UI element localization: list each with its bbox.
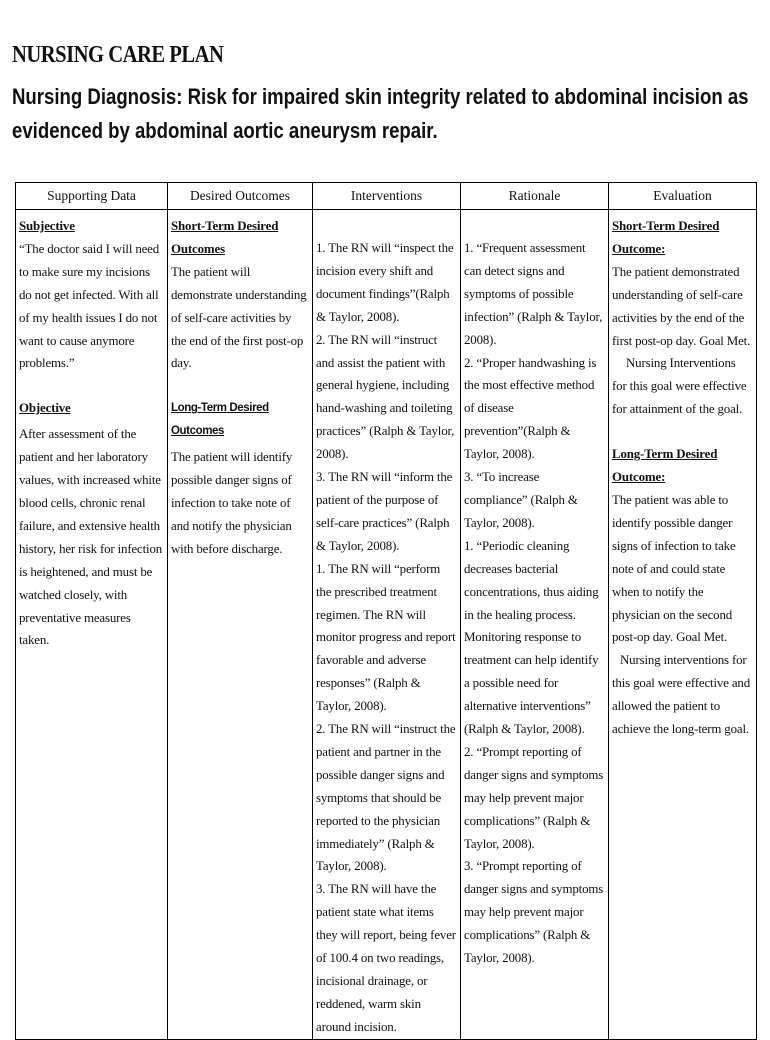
rationale-item: 2. “Prompt reporting of danger signs and symptoms may help prevent major complications” (Ralph & Taylor, 2008).	[464, 744, 604, 851]
objective-heading: Objective	[19, 401, 71, 416]
evaluation-short-term-text: The patient demonstrated understanding of self-care activities by the end of the first post-op day. Goal Met.	[612, 264, 751, 348]
column-header-interventions: Interventions	[313, 183, 461, 210]
column-header-rationale: Rationale	[461, 183, 609, 210]
intervention-item: 1. The RN will “inspect the incision every shift and document findings”(Ralph & Taylor, 2008).	[316, 241, 454, 324]
short-term-outcomes-text: The patient will demonstrate understanding of self-care activities by the end of the first post-op day.	[171, 264, 307, 371]
rationale-item: 1. “Periodic cleaning decreases bacterial concentrations, thus aiding in the healing process. Monitoring response to treatment can help identify a possible need for alternative interventions” (Ralph & Taylor, 2008).	[464, 538, 599, 737]
short-term-outcomes-heading: Short-Term Desired Outcomes	[171, 219, 279, 256]
intervention-item: 2. The RN will “instruct the patient and partner in the possible danger signs and symptoms that should be reported to the physician immediately” (Ralph & Taylor, 2008).	[316, 722, 456, 874]
evaluation-short-term-heading: Short-Term Desired Outcome:	[612, 219, 720, 256]
column-header-supporting-data: Supporting Data	[16, 183, 168, 210]
intervention-item: 1. The RN will “perform the prescribed treatment regimen. The RN will monitor progress and report favorable and adverse responses” (Ralph & Taylor, 2008).	[316, 561, 456, 714]
supporting-data-cell	[16, 210, 168, 1040]
long-term-outcomes-text: The patient will identify possible danger signs of infection to take note of and notify the physician with before discharge.	[171, 450, 293, 556]
care-plan-table	[15, 182, 757, 1040]
evaluation-short-term-effect: Nursing Interventions for this goal were effective for attainment of the goal.	[612, 356, 747, 417]
evaluation-long-term-heading: Long-Term Desired Outcome:	[612, 447, 718, 485]
nursing-diagnosis: Nursing Diagnosis: Risk for impaired skin integrity related to abdominal incision as evidenced by abdominal aortic aneurysm repair.	[12, 84, 749, 143]
subjective-heading: Subjective	[19, 219, 75, 233]
rationale-item: 1. “Frequent assessment can detect signs and symptoms of possible infection” (Ralph & Taylor, 2008).	[464, 241, 603, 347]
desired-outcomes-cell	[168, 210, 313, 1040]
evaluation-cell	[609, 210, 757, 1040]
interventions-cell	[313, 210, 461, 1040]
rationale-item: 3. “Prompt reporting of danger signs and symptoms may help prevent major complications” (Ralph & Taylor, 2008).	[464, 859, 604, 966]
intervention-item: 2. The RN will “instruct and assist the patient with general hygiene, including hand-washing and toileting practices” (Ralph & Taylor, 2008).	[316, 332, 455, 462]
table-header-row	[16, 183, 757, 210]
rationale-item: 2. “Proper handwashing is the most effective method of disease prevention”(Ralph & Taylor, 2008).	[464, 355, 597, 462]
evaluation-long-term-effect: Nursing interventions for this goal were effective and allowed the patient to achieve the long-term goal.	[612, 653, 751, 737]
column-header-evaluation: Evaluation	[609, 183, 757, 210]
objective-text: After assessment of the patient and her laboratory values, with increased white blood cells, chronic renal failure, and extensive health history, her risk for infection is heightened, and must be watched closely, with preventative measures taken.	[19, 427, 163, 648]
page-title: NURSING CARE PLAN	[12, 42, 224, 68]
evaluation-long-term-text: The patient was able to identify possible danger signs of infection to take note of and could state when to notify the physician on the second post-op day. Goal Met.	[612, 492, 736, 645]
intervention-item: 3. The RN will have the patient state what items they will report, being fever of 100.4 on two readings, incisional drainage, or reddened, warm skin around incision.	[316, 882, 456, 1034]
rationale-item: 3. “To increase compliance” (Ralph & Taylor, 2008).	[464, 470, 578, 530]
intervention-item: 3. The RN will “inform the patient of the purpose of self-care practices” (Ralph & Taylor, 2008).	[316, 470, 453, 553]
rationale-cell	[461, 210, 609, 1040]
column-header-desired-outcomes: Desired Outcomes	[168, 183, 313, 210]
subjective-text: “The doctor said I will need to make sure my incisions do not get infected. With all of my health issues I do not want to cause anymore problems.”	[19, 241, 160, 371]
table-row	[16, 210, 757, 1040]
long-term-outcomes-heading: Long-Term Desired Outcomes	[171, 402, 269, 438]
